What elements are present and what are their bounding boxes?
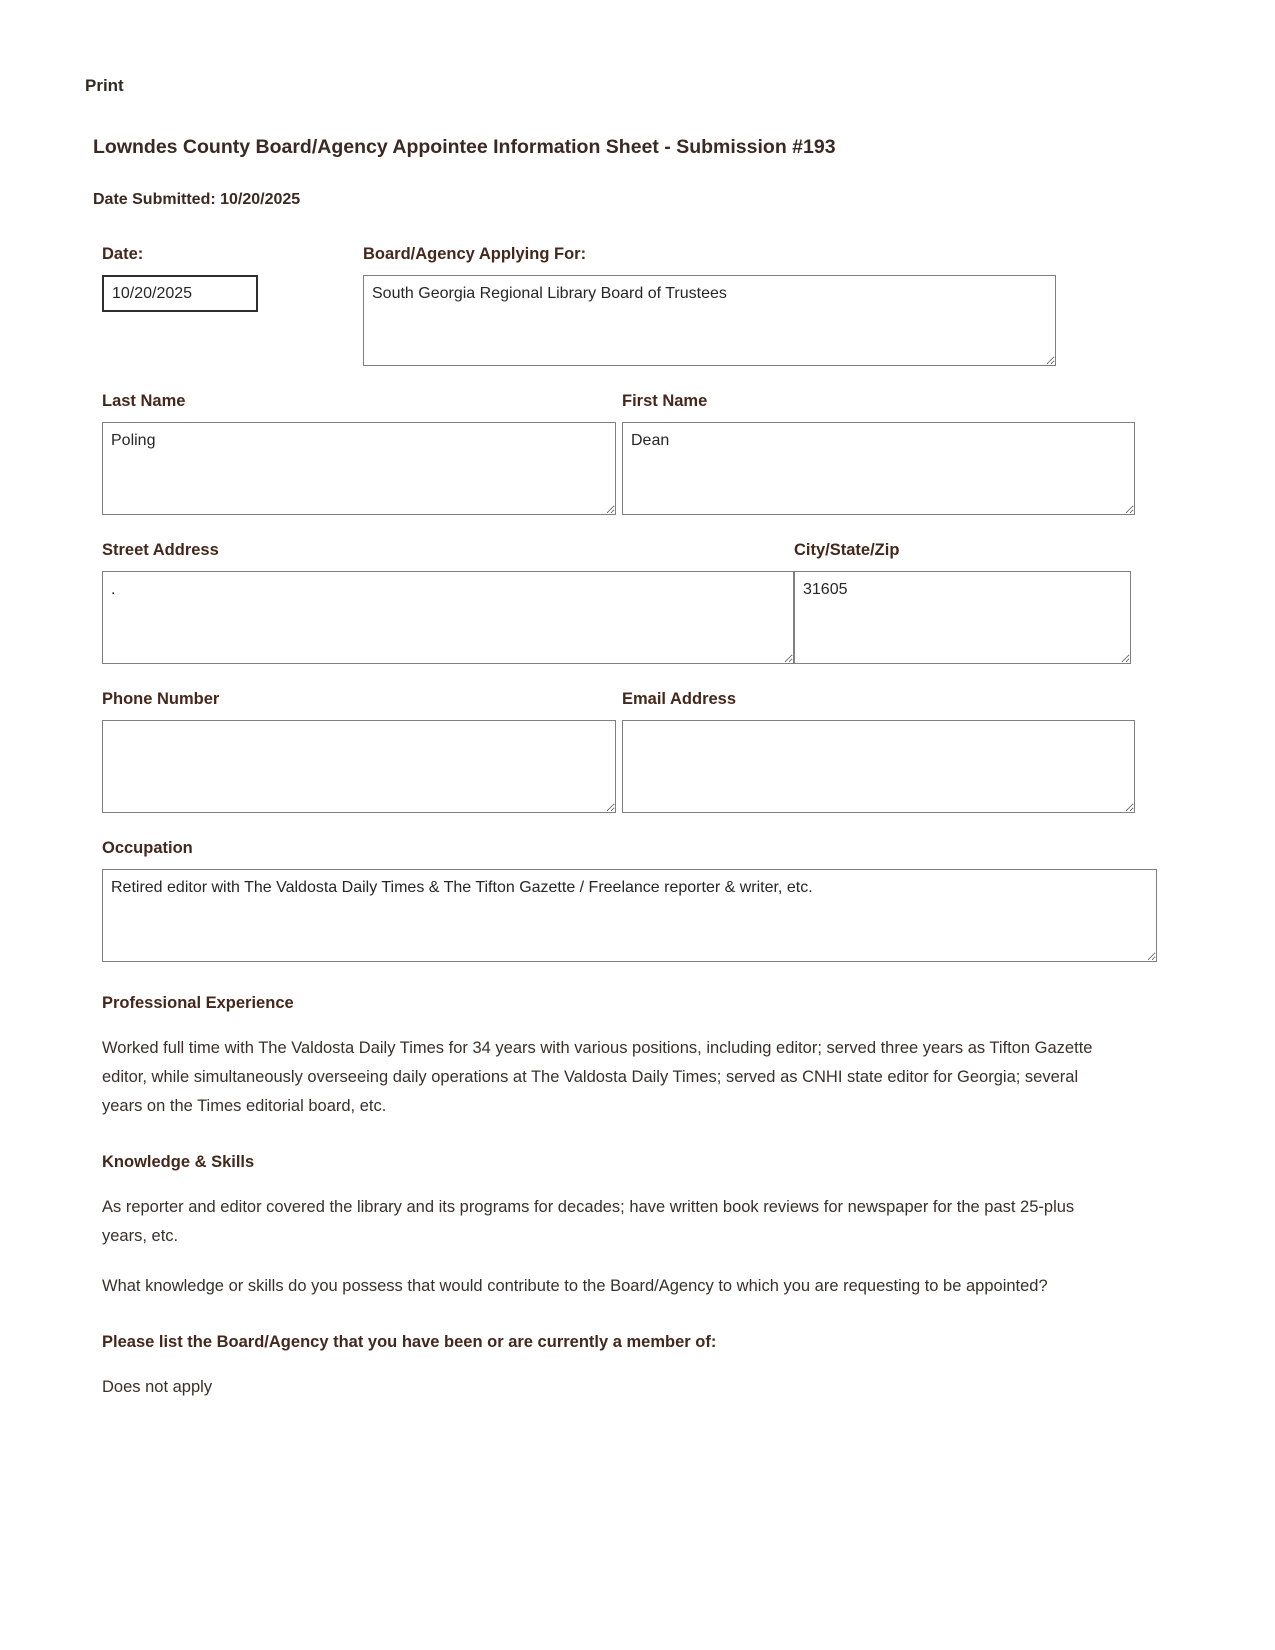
- professional-experience-heading: Professional Experience: [102, 994, 294, 1012]
- date-submitted-text: Date Submitted: 10/20/2025: [93, 191, 301, 208]
- email-label: Email Address: [622, 690, 737, 708]
- member-of-heading: Please list the Board/Agency that you have been or are currently a member of:: [102, 1333, 717, 1351]
- row-contact: [102, 690, 1275, 813]
- row-address: [102, 541, 1275, 664]
- date-label: Date:: [102, 245, 144, 263]
- row-occupation: [102, 839, 1275, 962]
- occupation-label: Occupation: [102, 839, 193, 857]
- field-phone: [102, 690, 616, 813]
- board-agency-textarea[interactable]: [363, 275, 1056, 366]
- city-state-zip-textarea[interactable]: [794, 571, 1131, 664]
- print-button[interactable]: Print: [85, 76, 124, 95]
- first-name-textarea[interactable]: [622, 422, 1135, 515]
- field-date: [102, 245, 258, 312]
- knowledge-skills-question: What knowledge or skills do you possess that would contribute to the Board/Agency to which you are requesting to be appointed?: [102, 1277, 1048, 1295]
- street-address-label: Street Address: [102, 541, 219, 559]
- page-title: Lowndes County Board/Agency Appointee Information Sheet - Submission #193: [93, 136, 836, 158]
- field-last-name: [102, 392, 616, 515]
- first-name-label: First Name: [622, 392, 708, 410]
- field-city-state-zip: [794, 541, 1131, 664]
- city-state-zip-label: City/State/Zip: [794, 541, 900, 559]
- member-of-text: Does not apply: [102, 1378, 213, 1396]
- knowledge-skills-text: As reporter and editor covered the library and its programs for decades; have written book reviews for newspaper for the past 25-plus years, etc.: [102, 1198, 1075, 1245]
- date-input[interactable]: [102, 275, 258, 312]
- email-textarea[interactable]: [622, 720, 1135, 813]
- row-name: [102, 392, 1275, 515]
- last-name-label: Last Name: [102, 392, 186, 410]
- phone-label: Phone Number: [102, 690, 220, 708]
- field-occupation: [102, 839, 1157, 962]
- field-street-address: [102, 541, 794, 664]
- last-name-textarea[interactable]: [102, 422, 616, 515]
- street-address-textarea[interactable]: [102, 571, 794, 664]
- field-first-name: [622, 392, 1135, 515]
- professional-experience-text: Worked full time with The Valdosta Daily Times for 34 years with various positions, including editor; served three years as Tifton Gazette editor, while simultaneously overseeing daily operations at The Valdosta Daily Times; served as CNHI state editor for Georgia; several years on the Times editorial board, etc.: [102, 1039, 1093, 1115]
- knowledge-skills-heading: Knowledge & Skills: [102, 1153, 255, 1171]
- row-date-board: [102, 245, 1275, 366]
- field-board-agency: [363, 245, 1056, 366]
- phone-textarea[interactable]: [102, 720, 616, 813]
- occupation-textarea[interactable]: [102, 869, 1157, 962]
- field-email: [622, 690, 1135, 813]
- board-agency-label: Board/Agency Applying For:: [363, 245, 587, 263]
